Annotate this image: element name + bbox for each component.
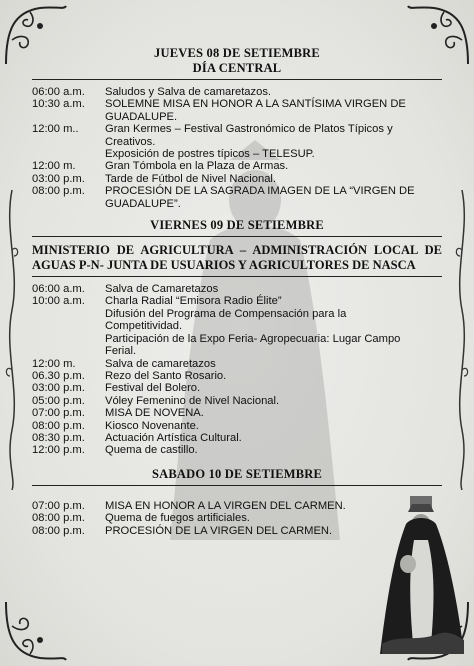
schedule-row	[32, 358, 442, 370]
event-description: PROCESIÓN DE LA VIRGEN DEL CARMEN.	[105, 524, 333, 537]
event-time: 03:00 p.m.	[32, 172, 85, 185]
program-content	[32, 46, 442, 537]
schedule-row	[32, 444, 442, 456]
event-description: Difusión del Programa de Compensación para la	[105, 307, 347, 320]
event-time: 06.30 p.m.	[32, 369, 85, 382]
event-description: Charla Radial “Emisora Radio Élite”	[105, 295, 282, 308]
divider	[32, 485, 442, 486]
schedule-row	[32, 98, 442, 110]
event-time: 12:00 m.	[32, 357, 76, 370]
event-time: 08:00 p.m.	[32, 524, 85, 537]
event-description: Salva de Camaretazos	[105, 283, 219, 296]
event-description: Gran Tómbola en la Plaza de Armas.	[105, 160, 289, 173]
schedule-row	[32, 123, 442, 135]
schedule-row	[32, 86, 442, 98]
day-heading-sabado: SABADO 10 DE SETIEMBRE	[151, 466, 323, 481]
divider	[32, 79, 442, 80]
event-time: 08:00 p.m.	[32, 512, 85, 525]
event-description: Kiosco Novenante.	[105, 419, 199, 432]
schedule-row	[32, 395, 442, 407]
day-subheading: DÍA CENTRAL	[192, 61, 282, 75]
flourish-side-icon	[452, 190, 472, 490]
schedule-row	[32, 295, 442, 307]
event-time: 06:00 a.m.	[32, 86, 85, 98]
event-time: 05:00 p.m.	[32, 394, 85, 407]
event-description: Rezo del Santo Rosario.	[105, 369, 227, 382]
event-time: 12:00 m.	[32, 160, 76, 173]
schedule-row	[32, 283, 442, 295]
event-description: Festival del Bolero.	[105, 382, 201, 395]
event-description-continued: GUADALUPE.	[105, 110, 178, 123]
schedule-row	[32, 370, 442, 382]
event-time: 12:00 m..	[32, 123, 79, 136]
schedule-row	[32, 173, 442, 185]
day-heading-viernes: VIERNES 09 DE SETIEMBRE	[150, 218, 324, 233]
schedule-row	[32, 525, 442, 537]
divider	[32, 276, 442, 277]
organizer-heading: MINISTERIO DE AGRICULTURA – ADMINISTRACIÓN LOCAL DE AGUAS P-N- JUNTA DE USUARIOS Y AGRICULTORES DE NASCA	[32, 243, 442, 273]
event-time: 10:30 a.m.	[32, 98, 85, 111]
schedule-row	[32, 420, 442, 432]
schedule-row	[32, 500, 442, 512]
event-time: 08:00 p.m.	[32, 185, 85, 198]
event-time: 08:30 p.m.	[32, 431, 85, 444]
event-time: 10:00 a.m.	[32, 295, 85, 308]
schedule-row	[32, 160, 442, 172]
schedule-row	[32, 148, 442, 160]
event-description: Saludos y Salva de camaretazos.	[105, 86, 272, 98]
schedule-row	[32, 333, 442, 345]
flourish-side-icon	[2, 190, 22, 490]
event-description: Gran Kermes – Festival Gastronómico de Platos Típicos y	[105, 123, 393, 136]
event-description-continued: Creativos.	[105, 135, 156, 148]
event-time: 07:00 p.m.	[32, 407, 85, 420]
event-description-continued: Competitividad.	[105, 320, 183, 333]
day-heading-jueves: JUEVES 08 DE SETIEMBRE	[154, 46, 320, 60]
event-time: 03:00 p.m.	[32, 382, 85, 395]
event-time	[32, 308, 105, 320]
event-description: Vóley Femenino de Nivel Nacional.	[105, 394, 280, 407]
event-description: SOLEMNE MISA EN HONOR A LA SANTÍSIMA VIRGEN DE	[105, 98, 406, 111]
event-description: Quema de fuegos artificiales.	[105, 512, 250, 525]
schedule-row	[32, 512, 442, 524]
schedule-row	[32, 382, 442, 394]
event-description: Salva de camaretazos	[105, 357, 216, 370]
schedule-row	[32, 432, 442, 444]
event-time: 08:00 p.m.	[32, 419, 85, 432]
event-time	[32, 148, 105, 160]
divider	[32, 236, 442, 237]
event-time: 07:00 p.m.	[32, 499, 85, 512]
event-description-continued: GUADALUPE”.	[105, 197, 181, 210]
event-time: 12:00 p.m.	[32, 444, 85, 457]
event-time: 06:00 a.m.	[32, 283, 85, 296]
event-description: Exposición de postres típicos – TELESUP.	[105, 148, 315, 161]
event-description: Participación de la Expo Feria- Agropecuaria: Lugar Campo	[105, 332, 401, 345]
event-description-continued: Ferial.	[105, 345, 137, 358]
schedule-row	[32, 308, 442, 320]
event-description: MISA DE NOVENA.	[105, 407, 204, 420]
event-description: Tarde de Fútbol de Nivel Nacional.	[105, 172, 277, 185]
schedule-row	[32, 185, 442, 197]
event-description: Actuación Artística Cultural.	[105, 431, 242, 444]
event-description: MISA EN HONOR A LA VIRGEN DEL CARMEN.	[105, 499, 346, 512]
flourish-corner-icon	[0, 596, 70, 666]
event-time	[32, 333, 105, 345]
event-description: Quema de castillo.	[105, 444, 198, 457]
event-description: PROCESIÓN DE LA SAGRADA IMAGEN DE LA “VIRGEN DE	[105, 185, 415, 198]
schedule-row	[32, 407, 442, 419]
